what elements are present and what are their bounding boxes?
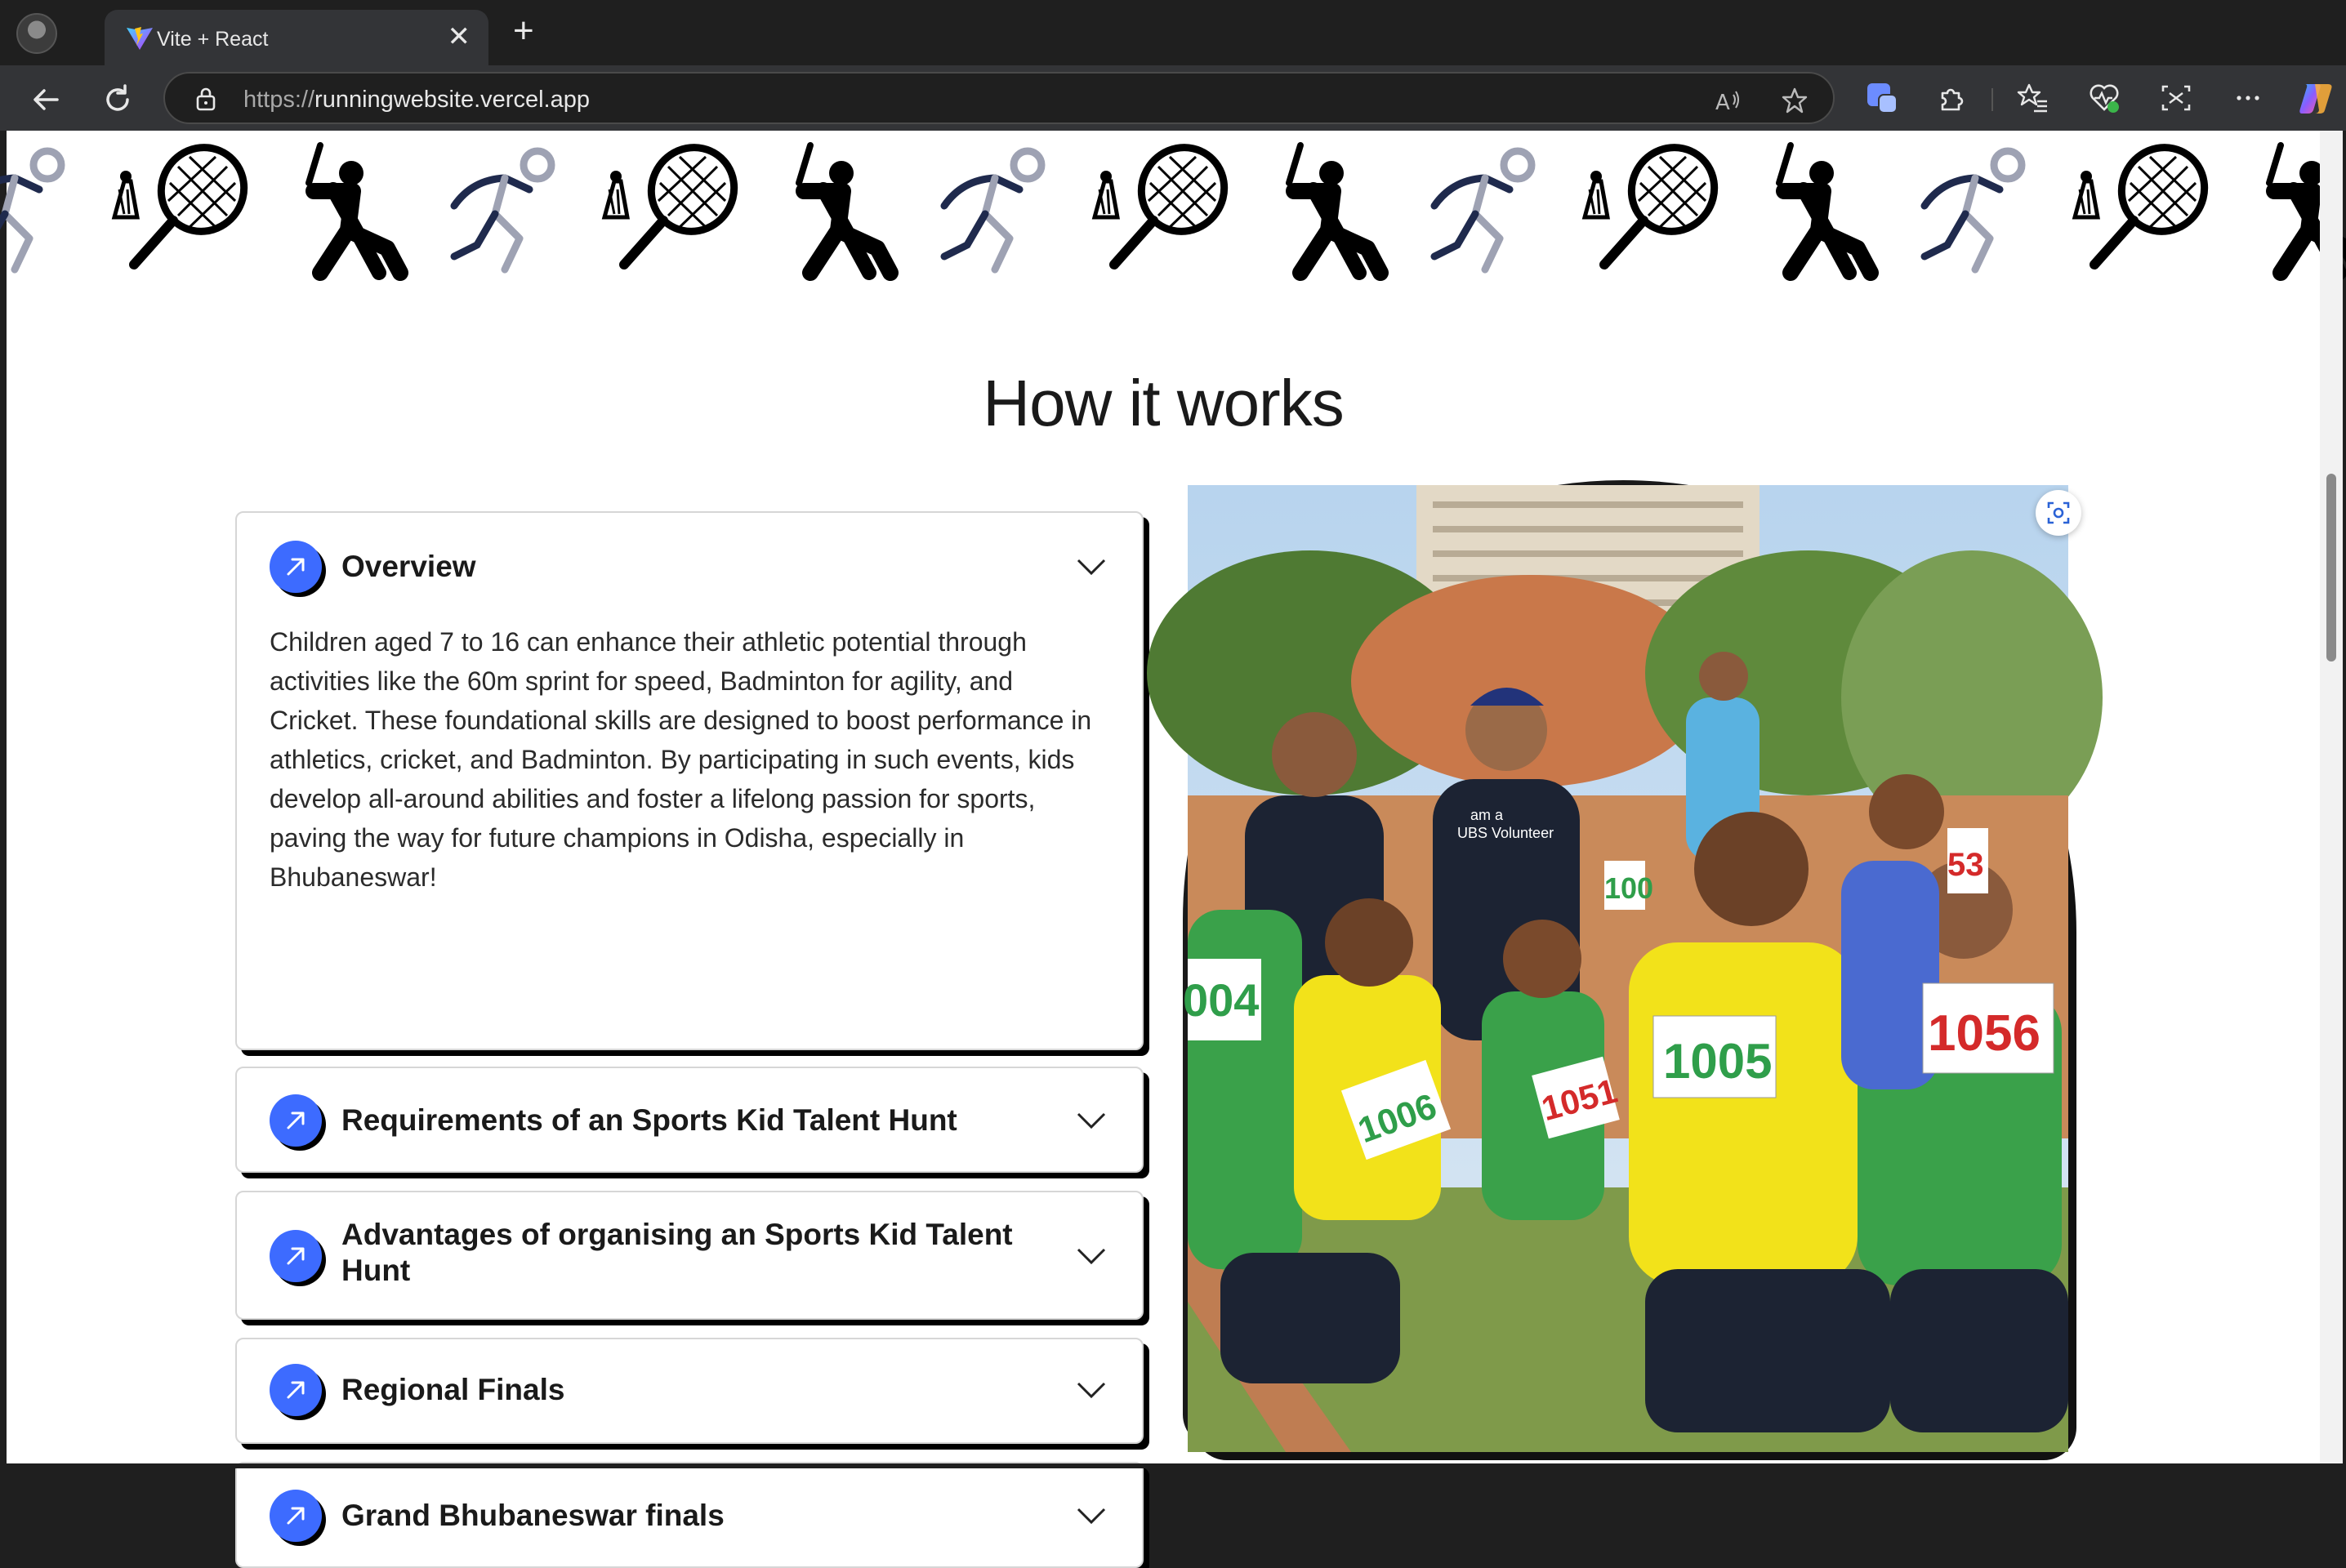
accordion-item-requirements[interactable] (235, 1067, 1144, 1173)
arrow-up-right-icon (284, 1245, 307, 1267)
vite-favicon-icon (126, 26, 154, 51)
page-scrollbar[interactable] (2320, 131, 2343, 1463)
chevron-down-icon[interactable] (1077, 559, 1106, 575)
svg-text:100: 100 (1604, 871, 1654, 905)
browser-toolbar (0, 65, 2346, 131)
favorite-star-icon[interactable] (1781, 87, 1809, 114)
svg-text:1056: 1056 (1928, 1005, 2040, 1062)
browser-essentials-icon[interactable] (2088, 82, 2121, 114)
page-viewport (7, 131, 2320, 1532)
svg-text:1006: 1006 (1353, 1085, 1443, 1152)
arrow-up-right-icon (284, 555, 307, 578)
visual-search-icon (2036, 490, 2081, 536)
arrow-badge (270, 1094, 322, 1147)
accordion-item-overview (235, 511, 1144, 1050)
browser-tab-active[interactable] (105, 10, 488, 65)
arrow-badge (270, 1230, 322, 1282)
accordion-title: Grand Bhubaneswar finals (341, 1499, 725, 1532)
tab-strip (0, 0, 2346, 65)
toolbar-divider (1991, 88, 1993, 111)
accordion-title: Regional Finals (341, 1373, 565, 1406)
kids-group-photo (1183, 480, 2075, 1460)
accordion-body: Children aged 7 to 16 can enhance their athletic potential through activities like the 60m sprint for speed, Badminton for agility, and Cricket. These foundational skills are designed to boost performance in athletics, cricket, and Badminton. By participating in such events, kids develop all-around abilities and foster a lifelong passion for sports, paving the way for future champions in Odisha, especially in Bhubaneswar! (270, 627, 1092, 892)
chevron-down-icon[interactable] (1077, 1112, 1106, 1129)
photo-arch-frame (1183, 480, 2063, 1447)
arrow-up-right-icon (284, 1504, 307, 1527)
url-text: https://runningwebsite.vercel.app (243, 87, 590, 113)
extensions-icon[interactable] (1936, 82, 1969, 114)
chevron-down-icon[interactable] (1077, 1508, 1106, 1524)
section-heading: How it works (983, 367, 1344, 439)
copilot-sidebar-icon[interactable] (1866, 82, 1898, 114)
copilot-icon[interactable] (2297, 79, 2335, 117)
arrow-badge (270, 1490, 322, 1542)
chevron-down-icon[interactable] (1077, 1248, 1106, 1264)
new-tab-icon[interactable]: + (513, 11, 534, 51)
favorites-icon[interactable] (2016, 82, 2049, 114)
scrollbar-thumb[interactable] (2326, 474, 2336, 662)
sports-icons-banner (7, 131, 2320, 294)
window-bottom-edge (0, 1463, 2346, 1468)
arrow-badge (270, 1364, 322, 1416)
screenshot-icon[interactable] (2160, 82, 2192, 114)
accordion-item-regional-finals[interactable] (235, 1338, 1144, 1444)
more-icon[interactable] (2232, 82, 2264, 114)
refresh-icon[interactable] (100, 82, 136, 118)
svg-text:004: 004 (1183, 974, 1260, 1026)
arrow-up-right-icon (284, 1379, 307, 1401)
chevron-down-icon[interactable] (1077, 1382, 1106, 1398)
back-icon[interactable] (28, 82, 64, 118)
tab-title: Vite + React (157, 28, 269, 51)
bib-1005: 1005 (1663, 1034, 1773, 1089)
read-aloud-icon[interactable] (1714, 87, 1742, 114)
accordion-item-grand-finals[interactable] (235, 1462, 1144, 1568)
visual-search-button[interactable] (2036, 490, 2081, 536)
address-bar[interactable] (163, 72, 1835, 124)
accordion-title: Advantages of organising an Sports Kid Talent Hunt (341, 1218, 1013, 1287)
svg-text:UBS Volunteer: UBS Volunteer (1457, 825, 1554, 841)
close-tab-icon[interactable]: ✕ (447, 21, 471, 52)
arrow-badge (270, 541, 322, 593)
svg-text:1051: 1051 (1537, 1071, 1621, 1129)
svg-text:A: A (1715, 91, 1730, 115)
profile-avatar[interactable] (16, 13, 57, 54)
accordion-item-advantages[interactable] (235, 1191, 1144, 1320)
accordion-header[interactable] (237, 513, 1142, 619)
arrow-up-right-icon (284, 1109, 307, 1132)
volunteer-shirt-text: am a (1470, 807, 1504, 823)
kids-photo-illustration (1183, 485, 2068, 1452)
accordion-title: Requirements of an Sports Kid Talent Hunt (341, 1103, 957, 1137)
accordion-title: Overview (341, 550, 476, 583)
lock-icon[interactable] (194, 87, 217, 111)
svg-text:53: 53 (1947, 847, 1984, 883)
